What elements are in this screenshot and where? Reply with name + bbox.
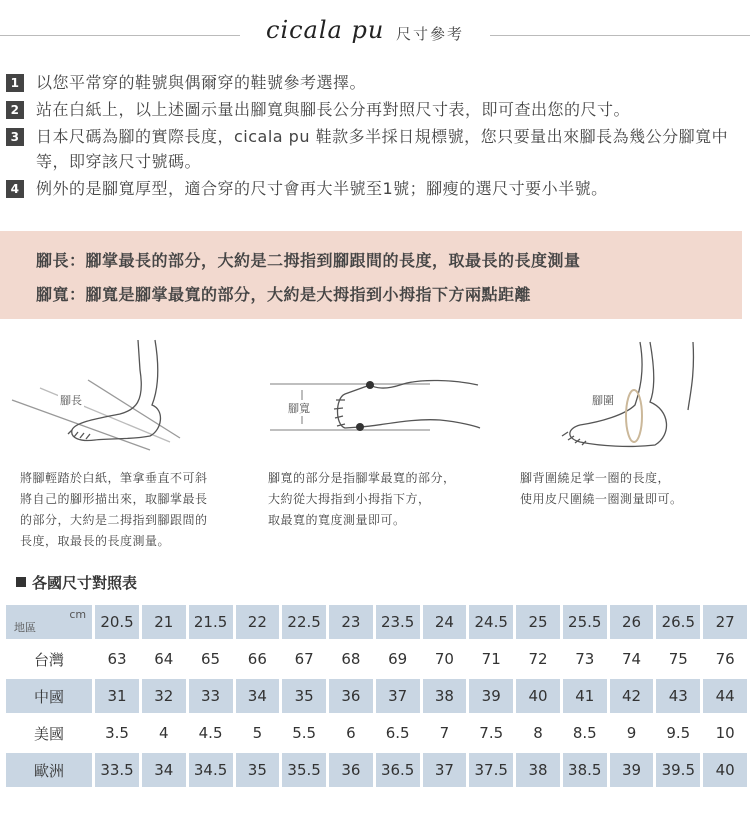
foot-length-label: 腳長 — [60, 394, 82, 407]
size-cell: 34 — [236, 679, 280, 713]
caption-line: 的部分，大約是二拇指到腳跟間的 — [20, 513, 208, 527]
size-table-title-text: 各國尺寸對照表 — [32, 574, 138, 592]
region-cell: 台灣 — [34, 650, 65, 669]
note-item — [6, 97, 746, 122]
size-cell: 33 — [189, 679, 233, 713]
foot-girth-drawing — [562, 342, 693, 446]
notes-list — [6, 70, 746, 203]
size-cell: 75 — [668, 650, 688, 668]
note-text: 站在白紙上，以上述圖示量出腳寬與腳長公分再對照尺寸表，即可查出您的尺寸。 — [36, 100, 631, 119]
size-cell: 6.5 — [385, 724, 410, 742]
cm-cell: 20.5 — [95, 605, 139, 639]
table-row — [6, 716, 747, 750]
region-cell: 歐洲 — [6, 753, 92, 787]
region-label: 地區 — [14, 621, 36, 634]
size-cell: 39 — [469, 679, 513, 713]
size-cell: 31 — [95, 679, 139, 713]
size-cell: 44 — [703, 679, 747, 713]
size-cell: 9 — [626, 724, 637, 742]
caption-line: 腳寬的部分是指腳掌最寬的部分， — [268, 471, 456, 485]
cm-cell: 23.5 — [376, 605, 420, 639]
note-item — [6, 124, 746, 174]
size-cell: 36.5 — [376, 753, 420, 787]
size-cell: 7 — [439, 724, 450, 742]
foot-width-label: 腳寬 — [288, 402, 310, 415]
size-cell: 66 — [247, 650, 267, 668]
foot-length-definition: 腳長：腳掌最長的部分，大約是二拇指到腳跟間的長度，取最長的長度測量 — [36, 251, 581, 270]
note-number-badge: 4 — [6, 180, 24, 198]
cm-cell: 25 — [516, 605, 560, 639]
cm-cell: 26 — [610, 605, 654, 639]
square-bullet-icon — [16, 577, 26, 587]
caption-line: 使用皮尺圍繞一圈測量即可。 — [520, 492, 683, 506]
note-text: 例外的是腳寬厚型，適合穿的尺寸會再大半號至1號；腳瘦的選尺寸要小半號。 — [36, 179, 608, 198]
caption-line: 腳背圍繞足掌一圈的長度， — [520, 471, 671, 485]
caption-line: 將自己的腳形描出來，取腳掌最長 — [20, 492, 208, 506]
note-text: 以您平常穿的鞋號與偶爾穿的鞋號參考選擇。 — [36, 73, 367, 92]
foot-length-caption — [20, 468, 208, 552]
note-text: 日本尺碼為腳的實際長度，cicala pu 鞋款多半採日規標號，您只要量出來腳長為幾公分腳寬中等，即穿該尺寸號碼。 — [36, 127, 729, 171]
cm-cell: 26.5 — [656, 605, 700, 639]
foot-girth-caption — [520, 468, 683, 510]
size-cell: 5 — [252, 724, 263, 742]
size-cell: 3.5 — [105, 724, 129, 742]
size-cell: 37 — [423, 753, 467, 787]
size-cell: 42 — [610, 679, 654, 713]
caption-line: 大約從大拇指到小拇指下方， — [268, 492, 431, 506]
brand-logo: cicala pu — [266, 16, 385, 44]
size-cell: 39 — [610, 753, 654, 787]
size-cell: 35.5 — [282, 753, 326, 787]
cm-cell: 21.5 — [189, 605, 233, 639]
note-number-badge: 3 — [6, 128, 24, 146]
size-cell: 64 — [154, 650, 174, 668]
table-row — [6, 642, 747, 676]
header-subtitle: 尺寸參考 — [396, 25, 465, 43]
size-cell: 68 — [341, 650, 361, 668]
size-cell: 4.5 — [198, 724, 223, 742]
foot-length-drawing — [12, 340, 180, 450]
cm-cell: 24 — [423, 605, 467, 639]
size-cell: 34.5 — [189, 753, 233, 787]
note-number-badge: 1 — [6, 74, 24, 92]
size-cell: 69 — [388, 650, 408, 668]
size-cell: 38 — [516, 753, 560, 787]
caption-line: 長度，取最長的長度測量。 — [20, 534, 171, 548]
size-cell: 35 — [236, 753, 280, 787]
size-cell: 33.5 — [95, 753, 139, 787]
size-cell: 10 — [715, 724, 735, 742]
size-cell: 38.5 — [563, 753, 607, 787]
size-cell: 40 — [703, 753, 747, 787]
size-cell: 34 — [142, 753, 186, 787]
size-cell: 8 — [533, 724, 543, 742]
size-cell: 73 — [575, 650, 595, 668]
size-cell: 9.5 — [666, 724, 691, 742]
size-cell: 6 — [346, 724, 356, 742]
size-cell: 7.5 — [479, 724, 504, 742]
foot-width-definition: 腳寬：腳寬是腳掌最寬的部分，大約是大拇指到小拇指下方兩點距離 — [36, 285, 532, 304]
size-cell: 67 — [294, 650, 314, 668]
size-cell: 8.5 — [572, 724, 597, 742]
cm-cell: 24.5 — [469, 605, 513, 639]
size-cell: 4 — [159, 724, 169, 742]
size-cell: 41 — [563, 679, 607, 713]
size-cell: 71 — [481, 650, 501, 668]
size-cell: 32 — [142, 679, 186, 713]
size-chart-table — [3, 602, 750, 790]
size-table-title — [16, 572, 137, 593]
cm-cell: 21 — [142, 605, 186, 639]
size-cell: 72 — [528, 650, 548, 668]
width-point-marker — [356, 423, 364, 431]
cm-cell: 23 — [329, 605, 373, 639]
caption-line: 將腳輕踏於白紙，筆拿垂直不可斜 — [20, 471, 208, 485]
size-cell: 63 — [107, 650, 127, 668]
size-cell: 76 — [715, 650, 735, 668]
size-cell: 40 — [516, 679, 560, 713]
measurement-illustrations — [0, 330, 750, 560]
size-cell: 36 — [329, 679, 373, 713]
header-divider-left — [0, 35, 240, 36]
table-header-row — [6, 605, 747, 639]
width-point-marker — [366, 381, 374, 389]
caption-line: 取最寬的寬度測量即可。 — [268, 513, 406, 527]
table-row — [6, 753, 747, 787]
foot-girth-label: 腳圍 — [592, 394, 614, 407]
size-cell: 70 — [434, 650, 454, 668]
size-cell: 74 — [621, 650, 642, 668]
note-number-badge: 2 — [6, 101, 24, 119]
page-header — [0, 14, 750, 54]
size-cell: 37.5 — [469, 753, 513, 787]
size-cell: 35 — [282, 679, 326, 713]
size-cell: 39.5 — [656, 753, 700, 787]
note-item — [6, 70, 746, 95]
cm-cell: 22.5 — [282, 605, 326, 639]
cm-cell: 25.5 — [563, 605, 607, 639]
foot-width-caption — [268, 468, 456, 531]
cm-cell: 27 — [703, 605, 747, 639]
header-divider-right — [490, 35, 750, 36]
note-item — [6, 176, 746, 201]
size-cell: 65 — [201, 650, 221, 668]
unit-label: cm — [69, 608, 87, 621]
cm-cell: 22 — [236, 605, 280, 639]
table-row — [6, 679, 747, 713]
region-cell: 中國 — [6, 679, 92, 713]
table-corner-cell — [6, 605, 92, 639]
region-cell: 美國 — [34, 724, 65, 743]
size-cell: 38 — [423, 679, 467, 713]
size-cell: 37 — [376, 679, 420, 713]
size-cell: 36 — [329, 753, 373, 787]
definition-band — [0, 231, 742, 319]
size-cell: 5.5 — [292, 724, 317, 742]
size-cell: 43 — [656, 679, 700, 713]
